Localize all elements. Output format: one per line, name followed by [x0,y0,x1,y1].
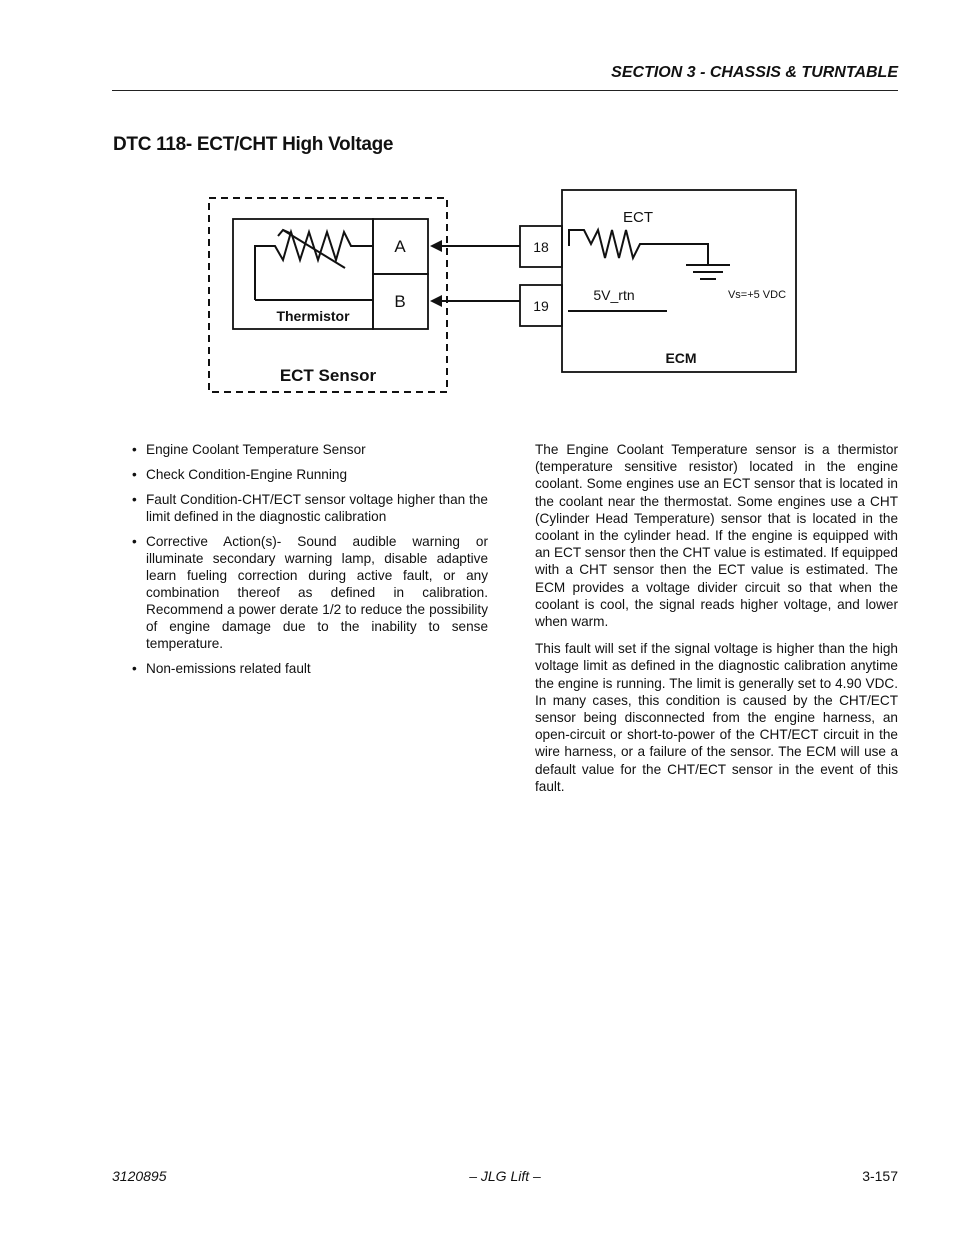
bullet-column [132,441,488,685]
description-paragraph: The Engine Coolant Temperature sensor is a thermistor (temperature sensitive resistor) located in the engine coolant. Some engines use an ECT sensor that is located in the coolant near the thermostat. Some engines use a CHT (Cylinder Head Temperature) sensor that is located in the coolant in the cylinder head. If the engine is equipped with an ECT sensor then the CHT value is estimated. If equipped with a CHT sensor then the ECT value is estimated. The ECM provides a voltage divider circuit so that when the coolant is cool, the signal reads higher voltage, and lower when warm. [535,442,898,630]
list-item: • Engine Coolant Temperature Sensor [132,441,488,458]
pin-18-label: 18 [533,239,549,255]
page-footer [112,1168,898,1188]
thermistor-symbol [255,230,373,300]
description-paragraph: This fault will set if the signal voltage is higher than the high voltage limit as defined in the diagnostic calibration anytime the engine is running. The limit is generally set to 4.90 VDC. In many cases, this condition is caused by the CHT/ECT sensor being disconnected from the engine harness, an open-circuit or short-to-power of the CHT/ECT circuit in the wire harness, or a failure of the sensor. The ECM will use a default value for the CHT/ECT sensor in the event of this fault. [535,641,898,794]
pin-19-label: 19 [533,298,549,314]
sensor-label: ECT Sensor [279,366,377,385]
ect-label: ECT [623,209,653,226]
page-number: 3-157 [862,1168,898,1184]
pin-a-label: A [394,237,406,256]
doc-number: 3120895 [112,1168,167,1184]
rtn-label: 5V_rtn [593,287,635,303]
brand-label: – JLG Lift – [469,1168,541,1184]
section-title: SECTION 3 - CHASSIS & TURNTABLE [611,64,898,81]
description-column [535,441,898,805]
signal-wires [430,240,520,307]
wiring-diagram [0,0,954,420]
list-item: • Corrective Action(s)- Sound audible warning or illuminate secondary warning lamp, disable adaptive learn fueling correction during active fault, or any combination thereof as defined in calibration. Recommend a power derate 1/2 to reduce the possibility of engine damage due to the inability to sense temperature. [132,533,488,652]
list-item: • Fault Condition-CHT/ECT sensor voltage higher than the limit defined in the diagnostic calibration [132,491,488,525]
ecm-resistor [569,230,730,279]
thermistor-label: Thermistor [276,308,350,324]
list-item: • Check Condition-Engine Running [132,466,488,483]
list-item: • Non-emissions related fault [132,660,488,677]
page-title: DTC 118- ECT/CHT High Voltage [113,134,394,155]
vs-label: Vs=+5 VDC [727,289,787,301]
ecm-box [562,190,796,372]
ecm-label: ECM [665,350,697,366]
sensor-enclosure [209,198,447,392]
bullet-list [132,441,488,677]
pin-b-label: B [394,292,406,311]
